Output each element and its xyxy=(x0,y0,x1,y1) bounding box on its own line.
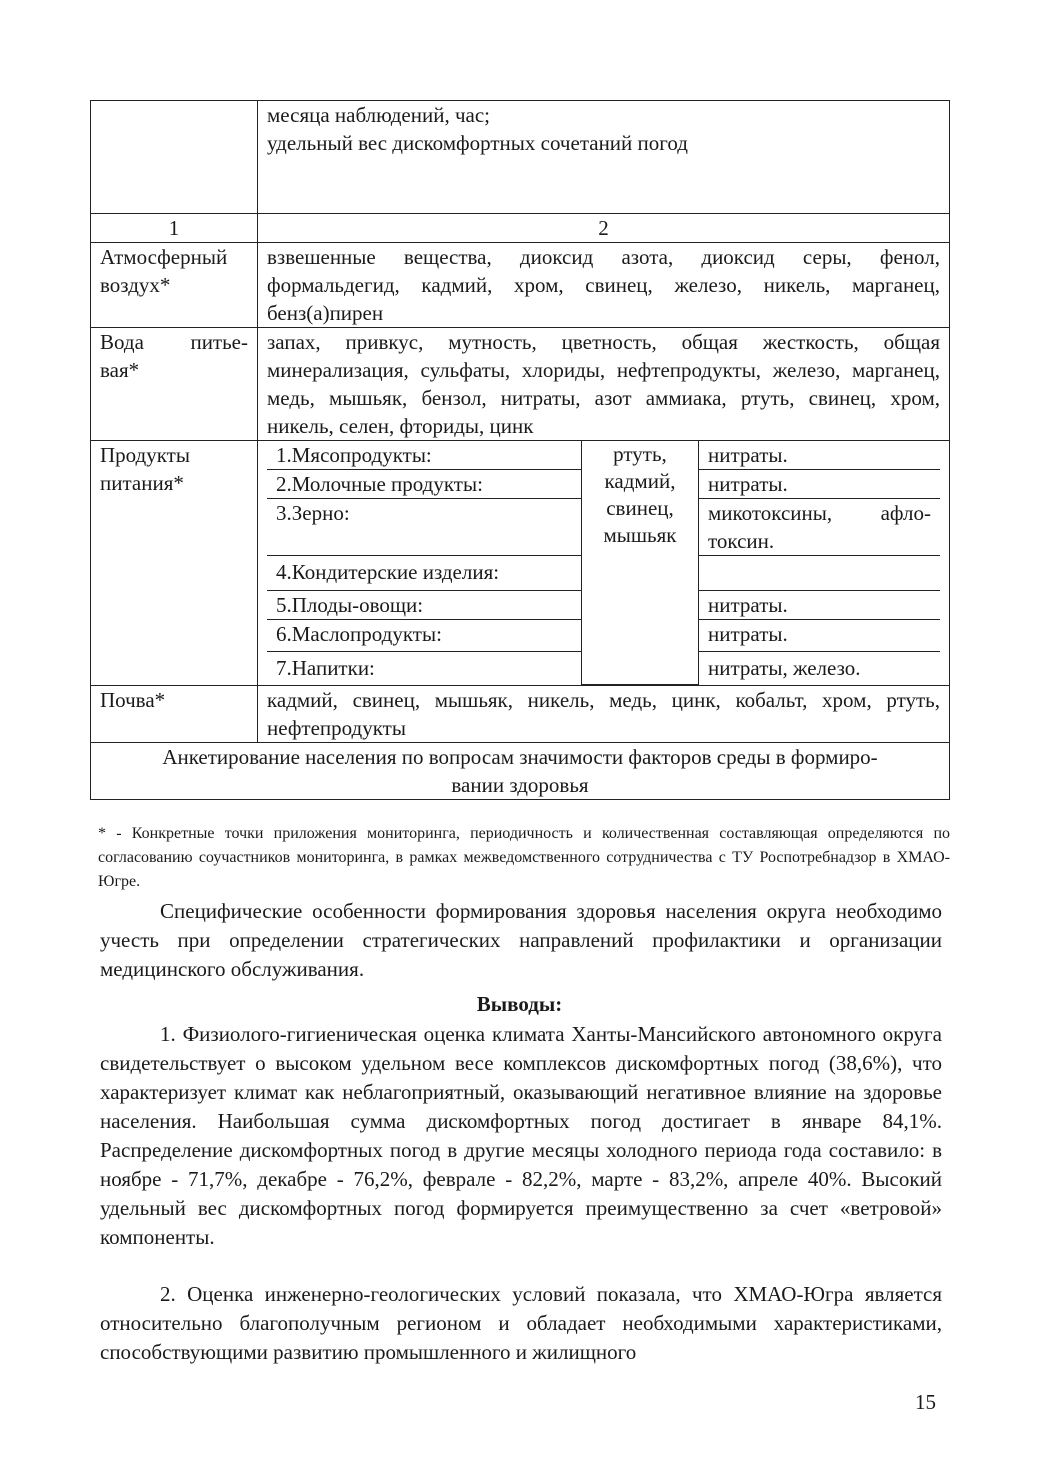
product-row xyxy=(267,441,940,470)
column-number: 2 xyxy=(258,214,950,243)
product-name: 1.Мясопродукты: xyxy=(267,441,582,470)
product-substances: нитраты, железо. xyxy=(699,652,941,685)
table-row-food xyxy=(91,441,950,686)
product-substances xyxy=(699,499,941,556)
factor-indicators: запах, привкус, мутность, цветность, общая жесткость, общая минерализация, сульфаты, хлориды, нефтепродукты, железо, марганец, медь, мышьяк, бензол, нитраты, азот аммиака, ртуть, свинец, хром, никель, селен, фториды, цинк xyxy=(258,328,950,441)
product-name: 4.Кондитерские изделия: xyxy=(267,556,582,591)
table-footnote: * - Конкретные точки приложения мониторинга, периодичность и количественная составляющая определяются по согласованию соучастников мониторинга, в рамках межведомственного сотрудничества с ТУ Роспотребнадзор в ХМАО-Югре. xyxy=(98,825,950,890)
column-number: 1 xyxy=(91,214,258,243)
survey-line: Анкетирование населения по вопросам значимости факторов среды в формиро- xyxy=(162,744,878,769)
factor-indicators: взвешенные вещества, диоксид азота, диоксид серы, фенол, формальдегид, кадмий, хром, свинец, железо, никель, марганец, бенз(а)пирен xyxy=(258,243,950,328)
product-name: 3.Зерно: xyxy=(267,499,582,556)
metal-line: мышьяк xyxy=(603,523,677,547)
table-header-row xyxy=(91,214,950,243)
factor-name-line: Атмосферный xyxy=(100,245,228,269)
metal-line: кадмий, xyxy=(604,469,676,493)
factor-name-line xyxy=(100,328,248,356)
paragraph: Специфические особенности формирования здоровья населения округа необходимо учесть при определении стратегических направлений профилактики и организации медицинского обслуживания. xyxy=(100,899,942,981)
cell-line: удельный вес дискомфортных сочетаний погод xyxy=(267,131,688,155)
factor-name xyxy=(91,243,258,328)
product-substances: нитраты. xyxy=(699,591,941,620)
factor-name-part: питье- xyxy=(190,330,248,354)
food-products-table xyxy=(267,441,940,685)
factor-name-line: Продукты xyxy=(100,443,190,467)
substances-part: афло- xyxy=(880,501,931,525)
table-cell xyxy=(91,101,258,214)
factor-name: Почва* xyxy=(91,685,258,742)
factor-name xyxy=(91,328,258,441)
product-name: 6.Маслопродукты: xyxy=(267,620,582,652)
product-substances: нитраты. xyxy=(699,470,941,499)
table-row-soil xyxy=(91,685,950,742)
factor-name-line: питания* xyxy=(100,471,184,495)
table-cell xyxy=(258,101,950,214)
metal-line: ртуть, xyxy=(613,442,667,466)
table-row-air xyxy=(91,243,950,328)
product-name: 5.Плоды-овощи: xyxy=(267,591,582,620)
factor-name xyxy=(91,441,258,686)
conclusion-item: 1. Физиолого-гигиеническая оценка климата Ханты-Мансийского автономного округа свидетельствует о высоком удельном весе комплексов дискомфортных погод (38,6%), что характеризует климат как неблагоприятный, оказывающий негативное влияние на здоровье населения. Наибольшая сумма дискомфортных погод достигает в январе 84,1%. Распределение дискомфортных погод в другие месяцы холодного периода года составило: в ноябре - 71,7%, декабре - 76,2%, феврале - 82,2%, марте - 83,2%, апреле 40%. Высокий удельный вес дискомфортных погод формируется преимущественно за счет «ветровой» компоненты. xyxy=(100,1022,942,1249)
metal-line: свинец, xyxy=(606,496,674,520)
table-row-survey xyxy=(91,742,950,799)
factor-indicators: кадмий, свинец, мышьяк, никель, медь, цинк, кобальт, хром, ртуть, нефтепродукты xyxy=(258,685,950,742)
product-name: 2.Молочные продукты: xyxy=(267,470,582,499)
factor-name-part: Вода xyxy=(100,330,144,354)
product-substances: нитраты. xyxy=(699,620,941,652)
substances-line xyxy=(708,499,931,527)
factor-name-line: вая* xyxy=(100,358,140,382)
factor-name-line: воздух* xyxy=(100,273,171,297)
product-name: 7.Напитки: xyxy=(267,652,582,685)
cell-line: месяца наблюдений, час; xyxy=(267,103,491,127)
product-substances xyxy=(699,556,941,591)
survey-line: вании здоровья xyxy=(451,772,589,797)
product-substances: нитраты. xyxy=(699,441,941,470)
table-row-water xyxy=(91,328,950,441)
monitoring-table xyxy=(90,100,950,800)
survey-cell xyxy=(91,742,950,799)
heavy-metals-cell xyxy=(582,441,699,684)
page-number: 15 xyxy=(915,1390,936,1414)
section-heading: Выводы: xyxy=(476,992,563,1016)
substances-line: токсин. xyxy=(708,529,775,553)
food-products-cell xyxy=(258,441,950,686)
table-row xyxy=(91,101,950,214)
conclusion-item: 2. Оценка инженерно-геологических условий показала, что ХМАО-Югра является относительно благополучным регионом и обладает необходимыми характеристиками, способствующими развитию промышленного и жилищного xyxy=(100,1282,942,1364)
substances-part: микотоксины, xyxy=(708,501,833,525)
